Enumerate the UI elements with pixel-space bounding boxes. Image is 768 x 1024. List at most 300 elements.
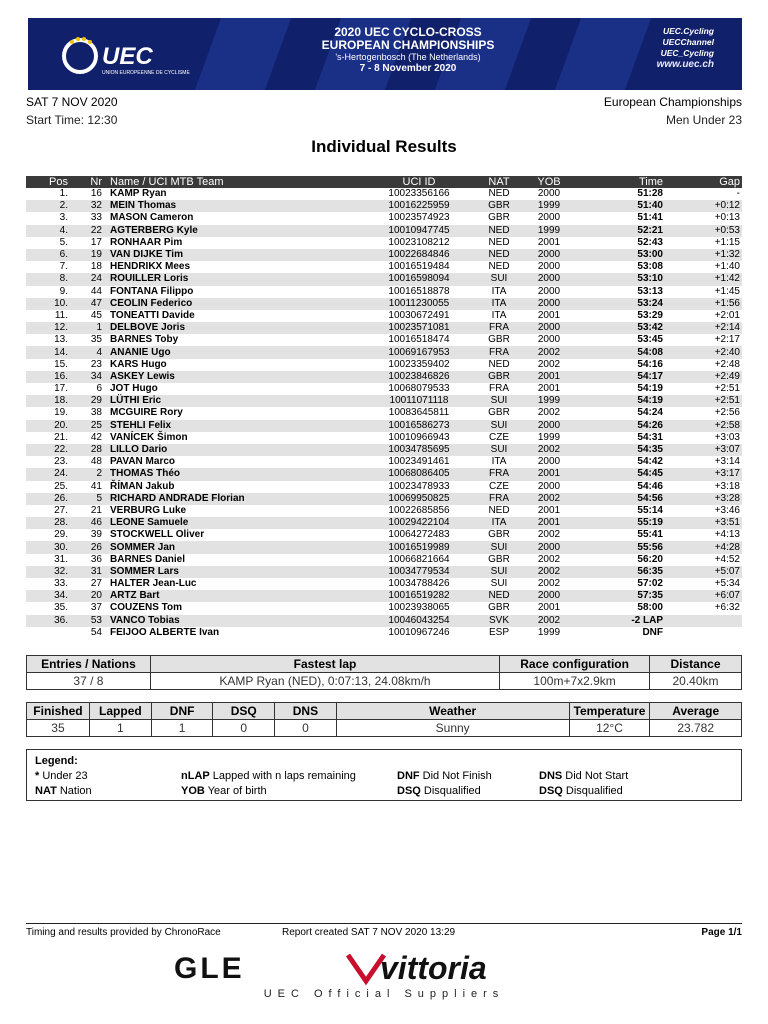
gle-logo: GLE (174, 952, 245, 985)
dns-header: DNS (275, 703, 337, 720)
rider-name: KARS Hugo (110, 358, 167, 370)
rider-name: HENDRIKX Mees (110, 261, 191, 273)
time-gap: +1:32 (669, 249, 742, 261)
legend-key: DNF (397, 770, 420, 782)
nation: NED (469, 249, 529, 261)
uci-id: 10066821664 (388, 553, 450, 565)
finish-time: 54:31 (637, 431, 663, 443)
time-gap: +0:53 (669, 225, 742, 237)
time-gap: +1:56 (669, 298, 742, 310)
sponsor-logos (170, 947, 600, 987)
time-gap: +3:51 (669, 517, 742, 529)
social-youtube[interactable]: UECChannel (662, 37, 714, 47)
uci-id: 10023846826 (369, 371, 469, 383)
nation: CZE (489, 431, 509, 443)
nr: 29 (70, 395, 104, 407)
nr: 53 (70, 615, 104, 627)
legend-key: DSQ (397, 785, 421, 797)
year-of-birth: 2000 (529, 420, 569, 432)
result-row (26, 298, 742, 310)
pos: 11. (54, 309, 68, 321)
pos: 20. (26, 420, 70, 432)
nr: 39 (90, 529, 102, 541)
pos: 6. (26, 249, 70, 261)
legend-box (26, 749, 742, 801)
start-time: Start Time: 12:30 (26, 113, 118, 127)
nr: 31 (70, 566, 104, 578)
average-value: 23.782 (650, 720, 742, 737)
legend-key: nLAP (181, 770, 210, 782)
year-of-birth: 2000 (537, 285, 561, 297)
uci-id: 10069950825 (369, 493, 469, 505)
result-row (26, 395, 742, 407)
uci-id: 10023478933 (388, 480, 450, 492)
result-row (26, 212, 742, 224)
website-link[interactable]: www.uec.ch (656, 59, 714, 70)
vittoria-v-icon (348, 955, 384, 981)
uec-logo-subtext: UNION EUROPEENNE DE CYCLISME (102, 70, 190, 76)
legend-text: Did Not Start (565, 770, 629, 782)
dsq-value: 0 (213, 720, 275, 737)
legend-title: Legend: (35, 755, 78, 767)
pos: 12. (26, 322, 70, 334)
rider-name: BARNES Toby (110, 334, 179, 346)
uci-id: 10068086405 (369, 468, 469, 480)
time-gap: +0:12 (669, 200, 742, 212)
finish-stats-table (26, 702, 742, 737)
result-row (26, 359, 742, 371)
nation: NED (488, 504, 510, 516)
finish-time: DNF (642, 626, 663, 638)
finish-time: 56:20 (637, 553, 663, 565)
uci-id: 10016519484 (388, 261, 450, 273)
nation: SUI (469, 395, 529, 407)
year-of-birth: 2000 (529, 590, 569, 602)
pos: 26. (26, 493, 70, 505)
time-gap: +2:17 (714, 334, 740, 346)
pos: 34. (26, 590, 70, 602)
result-row (26, 468, 742, 480)
year-of-birth: 2000 (537, 188, 561, 200)
col-yob: YOB (529, 176, 569, 188)
result-row (26, 554, 742, 566)
year-of-birth: 2002 (529, 444, 569, 456)
pos: 14. (26, 346, 70, 358)
legend-key: YOB (181, 785, 205, 797)
nr: 37 (90, 602, 102, 614)
legend-text: Disqualified (565, 785, 623, 797)
nation: NED (469, 225, 529, 237)
uci-id: 10016519989 (369, 541, 469, 553)
rider-name: KAMP Ryan (110, 188, 167, 200)
rider-name: MCGUIRE Rory (110, 407, 183, 419)
pos: 2. (26, 200, 70, 212)
pos: 32. (26, 566, 70, 578)
time-gap: +2:14 (669, 322, 742, 334)
rider-name: STOCKWELL Oliver (110, 529, 205, 541)
finish-time: 57:35 (569, 590, 669, 602)
col-nr: Nr (70, 176, 104, 188)
uci-id: 10034788426 (388, 578, 450, 590)
page-title: Individual Results (311, 137, 457, 156)
rider-name: THOMAS Théo (104, 468, 369, 480)
legend-text: Year of birth (207, 785, 267, 797)
uec-logo (58, 32, 208, 80)
pos: 8. (26, 273, 70, 285)
time-gap: +2:48 (714, 358, 740, 370)
time-gap: +1:45 (714, 285, 740, 297)
nr: 20 (70, 590, 104, 602)
pos: 24. (26, 468, 70, 480)
uci-id: 10023359402 (388, 358, 450, 370)
result-row (26, 310, 742, 322)
finish-time: 54:08 (569, 346, 669, 358)
temperature-value: 12°C (569, 720, 650, 737)
banner-line2: EUROPEAN CHAMPIONSHIPS (321, 38, 495, 52)
year-of-birth: 2000 (537, 480, 561, 492)
legend-key: * (35, 770, 40, 782)
rider-name: JOT Hugo (110, 383, 158, 395)
nation: SUI (469, 420, 529, 432)
temperature-header: Temperature (569, 703, 650, 720)
race-config-header: Race configuration (500, 656, 650, 673)
results-table (26, 176, 742, 639)
social-facebook[interactable]: UEC.Cycling (662, 26, 714, 36)
year-of-birth: 2001 (537, 309, 561, 321)
pos: 5. (59, 236, 68, 248)
finish-time: 54:19 (637, 383, 663, 395)
nr: 17 (90, 236, 102, 248)
pos: 17. (54, 383, 68, 395)
rider-name: BARNES Daniel (110, 553, 186, 565)
nation: SUI (469, 566, 529, 578)
time-gap: +2:56 (714, 407, 740, 419)
year-of-birth: 2000 (537, 261, 561, 273)
finish-time: 53:08 (637, 261, 663, 273)
col-pos: Pos (26, 176, 70, 188)
finish-time: 55:19 (569, 517, 669, 529)
uci-id: 10016519282 (369, 590, 469, 602)
pos: 36. (26, 615, 70, 627)
pos: 3. (59, 212, 68, 224)
race-config-value: 100m+7x2.9km (500, 673, 650, 690)
result-row (26, 188, 742, 200)
social-twitter[interactable]: UEC_Cycling (660, 48, 714, 58)
finish-time: 54:35 (569, 444, 669, 456)
year-of-birth: 1999 (529, 395, 569, 407)
nr: 24 (70, 273, 104, 285)
rider-name: PAVAN Marco (110, 456, 176, 468)
nr: 32 (70, 200, 104, 212)
nation: GBR (488, 602, 510, 614)
distance-header: Distance (650, 656, 742, 673)
nation: ESP (488, 626, 509, 638)
time-gap: +3:28 (669, 493, 742, 505)
uci-id: 10030672491 (388, 309, 450, 321)
legend-item (397, 770, 492, 782)
finish-time: 51:28 (637, 188, 663, 200)
pos: 25. (54, 480, 68, 492)
legend-key: DNS (539, 770, 563, 782)
pos: 28. (26, 517, 70, 529)
legend-item (35, 785, 92, 797)
uci-id: 10016518474 (388, 334, 450, 346)
result-row (26, 273, 742, 285)
legend-item (181, 770, 356, 782)
nr: 6 (96, 383, 102, 395)
pos: 7. (59, 261, 68, 273)
pos: 33. (54, 578, 68, 590)
nr: 16 (90, 188, 102, 200)
nation: SUI (469, 444, 529, 456)
pos: 23. (54, 456, 68, 468)
uci-id: 10023571081 (369, 322, 469, 334)
time-gap: +3:07 (669, 444, 742, 456)
pos: 21. (54, 431, 68, 443)
rider-name: ROUILLER Loris (104, 273, 369, 285)
time-gap: +5:34 (714, 578, 740, 590)
rider-name: ANANIE Ugo (104, 346, 369, 358)
finish-time: 55:41 (637, 529, 663, 541)
rider-name: FEIJOO ALBERTE Ivan (110, 626, 220, 638)
finish-time: 54:56 (569, 493, 669, 505)
nation: GBR (469, 371, 529, 383)
vittoria-logo: vittoria (380, 950, 487, 986)
nr: 44 (90, 285, 102, 297)
legend-text: Lapped with n laps remaining (212, 770, 356, 782)
entries-header: Entries / Nations (27, 656, 151, 673)
rider-name: VAN DIJKE Tim (104, 249, 369, 261)
time-gap: +2:01 (714, 309, 740, 321)
result-row (26, 322, 742, 334)
rider-name: COUZENS Tom (110, 602, 183, 614)
time-gap: - (736, 188, 740, 200)
year-of-birth: 2000 (529, 541, 569, 553)
event-banner (28, 18, 742, 90)
time-gap: +3:18 (714, 480, 740, 492)
race-date: SAT 7 NOV 2020 (26, 95, 118, 109)
rider-name: MASON Cameron (110, 212, 194, 224)
time-gap: +6:07 (669, 590, 742, 602)
time-gap: +3:17 (669, 468, 742, 480)
nr: 23 (90, 358, 102, 370)
nr: 2 (70, 468, 104, 480)
finish-time: 52:43 (637, 236, 663, 248)
uci-id: 10010947745 (369, 225, 469, 237)
rider-name: HALTER Jean-Luc (110, 578, 197, 590)
rider-name: AGTERBERG Kyle (104, 225, 369, 237)
finish-time: 54:19 (569, 395, 669, 407)
pos: 22. (26, 444, 70, 456)
race-category: Men Under 23 (665, 113, 742, 127)
result-row (26, 615, 742, 627)
finish-time: 55:56 (569, 541, 669, 553)
finish-time: 53:42 (569, 322, 669, 334)
pos: 1. (59, 188, 68, 200)
result-row (26, 237, 742, 249)
time-gap: +2:51 (669, 395, 742, 407)
finish-time: 57:02 (637, 578, 663, 590)
nation: SUI (469, 541, 529, 553)
finish-time: 53:00 (569, 249, 669, 261)
time-gap: +1:15 (714, 236, 740, 248)
result-row (26, 200, 742, 212)
finish-time: 54:24 (637, 407, 663, 419)
nation: ITA (469, 517, 529, 529)
nr: 38 (90, 407, 102, 419)
uci-id: 10016225959 (369, 200, 469, 212)
legend-text: Under 23 (42, 770, 88, 782)
rider-name: DELBOVE Joris (104, 322, 369, 334)
rider-name: VANCO Tobias (104, 615, 369, 627)
time-gap: +1:42 (669, 273, 742, 285)
col-time: Time (569, 176, 669, 188)
finish-time: 53:29 (637, 309, 663, 321)
finished-value: 35 (27, 720, 90, 737)
rider-name: FONTANA Filippo (110, 285, 194, 297)
nr: 54 (90, 626, 102, 638)
result-row (26, 383, 742, 395)
finish-time: 54:42 (637, 456, 663, 468)
finish-time: 53:13 (637, 285, 663, 297)
time-gap: +3:46 (714, 504, 740, 516)
year-of-birth: 1999 (529, 225, 569, 237)
year-of-birth: 2001 (529, 371, 569, 383)
pos: 15. (54, 358, 68, 370)
year-of-birth: 2000 (529, 322, 569, 334)
legend-text: Disqualified (423, 785, 481, 797)
rider-name: STEHLI Felix (104, 420, 369, 432)
nr: 19 (70, 249, 104, 261)
nation: ITA (469, 298, 529, 310)
result-row (26, 371, 742, 383)
banner-line3: 's-Hertogenbosch (The Netherlands) (335, 52, 481, 62)
year-of-birth: 2002 (537, 578, 561, 590)
year-of-birth: 2002 (537, 358, 561, 370)
rider-name: TONEATTI Davide (110, 309, 195, 321)
uci-id: 10016598094 (369, 273, 469, 285)
finish-time: 53:10 (569, 273, 669, 285)
col-nat: NAT (469, 176, 529, 188)
uci-id: 10083645811 (388, 407, 450, 419)
footer-divider (26, 923, 742, 924)
nr: 34 (70, 371, 104, 383)
year-of-birth: 2002 (529, 493, 569, 505)
finish-time: 51:41 (637, 212, 663, 224)
rider-name: ŘÍMAN Jakub (110, 480, 175, 492)
page-number: Page 1/1 (701, 927, 742, 938)
nr: 28 (70, 444, 104, 456)
uci-id: 10023491461 (388, 456, 450, 468)
col-name: Name / UCI MTB Team (104, 176, 369, 188)
year-of-birth: 1999 (537, 431, 561, 443)
banner-social (657, 26, 714, 70)
year-of-birth: 2002 (529, 615, 569, 627)
distance-value: 20.40km (650, 673, 742, 690)
nation: SVK (469, 615, 529, 627)
time-gap: +1:40 (714, 261, 740, 273)
result-row (26, 225, 742, 237)
fastest-lap-header: Fastest lap (150, 656, 499, 673)
nation: SUI (469, 273, 529, 285)
year-of-birth: 2002 (537, 407, 561, 419)
nation: NED (488, 358, 510, 370)
time-gap: +3:03 (714, 431, 740, 443)
nr: 33 (90, 212, 102, 224)
year-of-birth: 2000 (537, 456, 561, 468)
result-row (26, 627, 742, 639)
dns-value: 0 (275, 720, 337, 737)
pos: 30. (26, 541, 70, 553)
result-row (26, 493, 742, 505)
uci-id: 10034779534 (369, 566, 469, 578)
nr: 1 (70, 322, 104, 334)
time-gap (669, 627, 742, 639)
uci-id: 10010966943 (388, 431, 450, 443)
result-row (26, 529, 742, 541)
pos: 9. (59, 285, 68, 297)
nr: 21 (90, 504, 102, 516)
year-of-birth: 1999 (529, 200, 569, 212)
championship-name: European Championships (603, 95, 742, 109)
result-row (26, 481, 742, 493)
nation: GBR (488, 212, 510, 224)
uci-id: 10068079533 (388, 383, 450, 395)
finish-time: 51:40 (569, 200, 669, 212)
legend-item (539, 785, 623, 797)
report-created: Report created SAT 7 NOV 2020 13:29 (282, 927, 456, 938)
pos: 29. (54, 529, 68, 541)
uci-id: 10023108212 (388, 236, 450, 248)
uci-id: 10064272483 (388, 529, 450, 541)
year-of-birth: 2000 (537, 212, 561, 224)
pos: 35. (54, 602, 68, 614)
banner-title (248, 26, 568, 75)
rider-name: MEIN Thomas (104, 200, 369, 212)
nr: 26 (70, 541, 104, 553)
pos: 27. (54, 504, 68, 516)
finish-time: 53:45 (637, 334, 663, 346)
rider-name: RICHARD ANDRADE Florian (104, 493, 369, 505)
rider-name: CEOLIN Federico (104, 298, 369, 310)
banner-stripe (555, 18, 651, 90)
dnf-header: DNF (151, 703, 213, 720)
nation: GBR (488, 529, 510, 541)
rider-name: RONHAAR Pim (110, 236, 183, 248)
time-gap: +2:58 (669, 420, 742, 432)
time-gap: +2:51 (714, 383, 740, 395)
legend-key: DSQ (539, 785, 563, 797)
official-suppliers: UEC Official Suppliers (263, 988, 505, 1000)
lapped-value: 1 (89, 720, 151, 737)
results-header-row (26, 176, 742, 188)
nation: FRA (469, 468, 529, 480)
results-body (26, 188, 742, 639)
lapped-header: Lapped (89, 703, 151, 720)
uci-id: 10022684846 (369, 249, 469, 261)
year-of-birth: 1999 (537, 626, 561, 638)
uci-id: 10016586273 (369, 420, 469, 432)
uci-id: 10016518878 (388, 285, 450, 297)
pos: 16. (26, 371, 70, 383)
year-of-birth: 2002 (537, 529, 561, 541)
result-row (26, 346, 742, 358)
year-of-birth: 2001 (537, 383, 561, 395)
rider-name: SOMMER Jan (104, 541, 369, 553)
time-gap: +4:28 (669, 541, 742, 553)
nation: FRA (469, 322, 529, 334)
nr: 25 (70, 420, 104, 432)
